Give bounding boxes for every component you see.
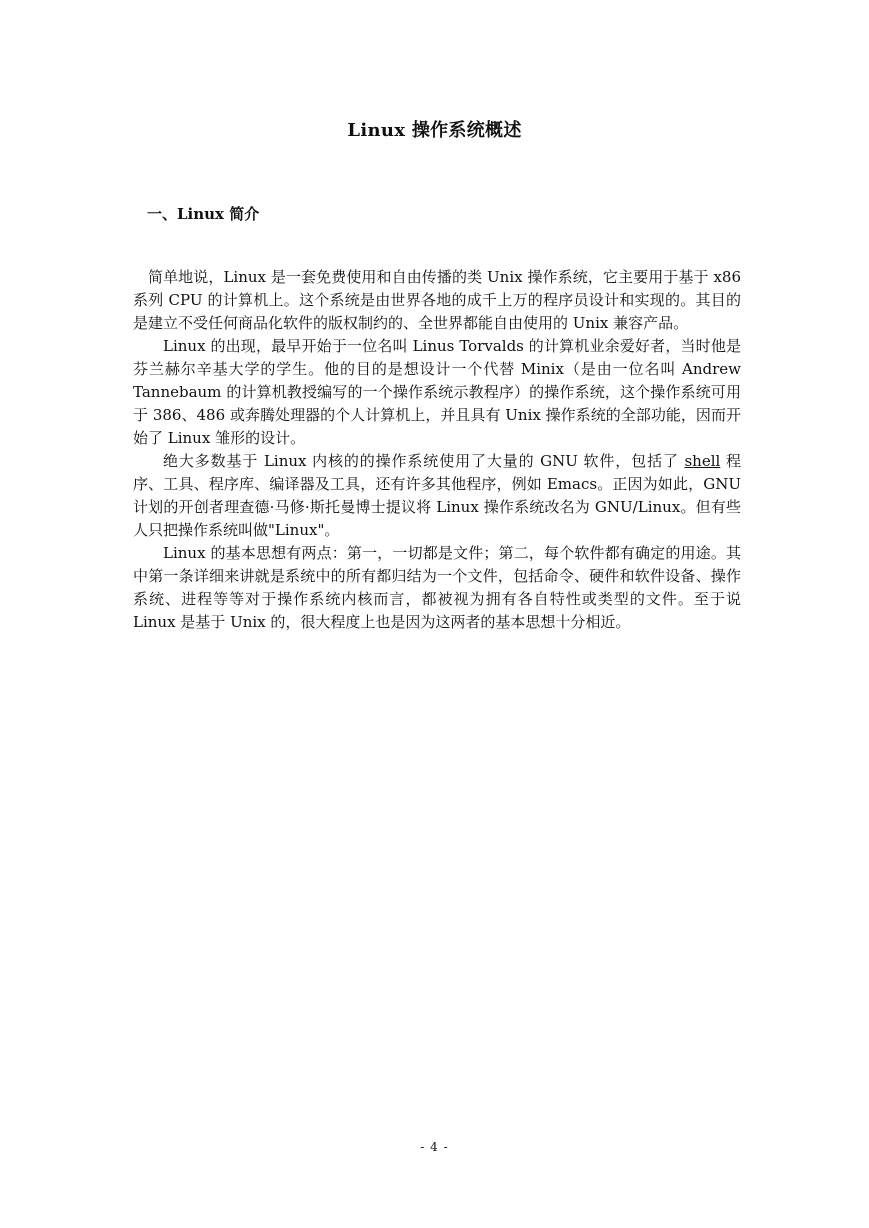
paragraph-philosophy: Linux 的基本思想有两点：第一，一切都是文件；第二，每个软件都有确定的用途。其中第一条详细来讲就是系统中的所有都归结为一个文件，包括命令、硬件和软件设备、操作系统、进程等等对于操作系统内核而言，都被视为拥有各自特性或类型的文件。至于说 Linux 是基于 Unix 的，很大程度上也是因为这两者的基本思想十分相近。 <box>133 544 741 631</box>
paragraph-gnu <box>133 450 741 542</box>
page-number: - 4 - <box>420 1140 449 1154</box>
section-heading: 一、Linux 简介 <box>147 205 260 223</box>
page-title: Linux 操作系统概述 <box>347 120 522 141</box>
paragraph-origin: Linux 的出现，最早开始于一位名叫 Linus Torvalds 的计算机业余爱好者，当时他是芬兰赫尔辛基大学的学生。他的目的是想设计一个代替 Minix（是由一位名叫 Andrew Tannebaum 的计算机教授编写的一个操作系统示教程序）的操作系统，这个操作系统可用于 386、486 或奔腾处理器的个人计算机上，并且具有 Unix 操作系统的全部功能，因而开始了 Linux 雏形的设计。 <box>133 337 741 447</box>
paragraph-intro: 简单地说，Linux 是一套免费使用和自由传播的类 Unix 操作系统，它主要用于基于 x86 系列 CPU 的计算机上。这个系统是由世界各地的成千上万的程序员设计和实现的。其目的是建立不受任何商品化软件的版权制约的、全世界都能自由使用的 Unix 兼容产品。 <box>133 268 741 332</box>
body-text <box>133 266 741 634</box>
paragraph-gnu-text-before: 绝大多数基于 Linux 内核的的操作系统使用了大量的 GNU 软件，包括了 <box>163 452 685 470</box>
paragraph-gnu-text-after: 程序、工具、程序库、编译器及工具，还有许多其他程序，例如 Emacs。正因为如此，GNU 计划的开创者理查德·马修·斯托曼博士提议将 Linux 操作系统改名为 GNU/Linux。但有些人只把操作系统叫做"Linux"。 <box>133 452 741 539</box>
shell-link[interactable]: shell <box>684 452 721 470</box>
